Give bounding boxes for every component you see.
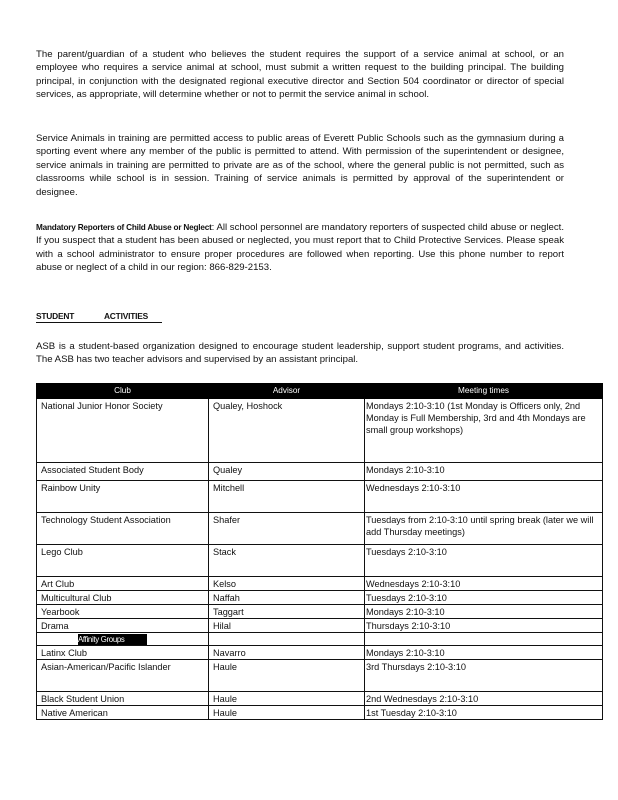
advisor-cell: Qualey [209,463,365,481]
meeting-times-cell: 1st Tuesday 2:10-3:10 [365,706,603,720]
mandatory-reporters-body: : All school personnel are mandatory reporters of suspected child abuse or neglect. If you suspect that a student has been abused or neglected, you must report that to Child Protective Services. Please speak with a school administrator to ensure proper procedures are followed when reporting. Use this phone number to report abuse or neglect of a child in our region: 866-829-2153. [36,222,564,274]
club-cell: Art Club [37,577,209,591]
meeting-times-cell: Tuesdays 2:10-3:10 [365,591,603,605]
meeting-times-cell: Wednesdays 2:10-3:10 [365,481,603,513]
advisor-cell: Taggart [209,605,365,619]
club-cell: Black Student Union [37,692,209,706]
table-row [37,706,603,720]
meeting-times-cell: Tuesdays from 2:10-3:10 until spring break (later we will add Thursday meetings) [365,513,603,545]
table-row [37,692,603,706]
empty-cell [209,633,365,646]
advisor-cell: Shafer [209,513,365,545]
club-cell: Yearbook [37,605,209,619]
table-row [37,605,603,619]
club-cell: Lego Club [37,545,209,577]
advisor-cell: Kelso [209,577,365,591]
clubs-table [36,383,603,720]
table-row [37,591,603,605]
advisor-cell: Haule [209,660,365,692]
advisor-cell: Haule [209,706,365,720]
meeting-times-cell: Wednesdays 2:10-3:10 [365,577,603,591]
table-row [37,513,603,545]
affinity-groups-label: Affinity Groups [78,634,147,645]
advisor-cell: Stack [209,545,365,577]
meeting-times-cell: 3rd Thursdays 2:10-3:10 [365,660,603,692]
mandatory-reporters-paragraph [36,221,564,275]
club-cell: Rainbow Unity [37,481,209,513]
empty-cell [365,633,603,646]
service-animal-request-paragraph: The parent/guardian of a student who believes the student requires the support of a service animal at school, or an employee who requires a service animal at school, must submit a written request to the building principal. The building principal, in conjunction with the designated regional executive director and Section 504 coordinator or director of special services, as appropriate, will determine whether or not to permit the service animal in school. [36,49,564,101]
club-cell: Native American [37,706,209,720]
club-column-header: Club [37,384,209,399]
meeting-times-cell: Mondays 2:10-3:10 (1st Monday is Officers only, 2nd Monday is Full Membership, 3rd and 4th Mondays are small group workshops) [365,399,603,463]
meeting-times-column-header: Meeting times [365,384,603,399]
meeting-times-cell: Mondays 2:10-3:10 [365,605,603,619]
meeting-times-cell: Tuesdays 2:10-3:10 [365,545,603,577]
service-animals-training-paragraph: Service Animals in training are permitted access to public areas of Everett Public Schools such as the gymnasium during a sporting event where any member of the public is permitted to attend. With permission of the superintendent or designee, service animals in training are permitted to private are as of the school, where the general public is not permitted, such as classrooms while school is in session. Training of service animals is permitted by approval of the superintendent or designee. [36,133,564,198]
advisor-column-header: Advisor [209,384,365,399]
student-activities-heading: STUDENT ACTIVITIES [36,311,162,323]
club-cell: National Junior Honor Society [37,399,209,463]
table-row [37,545,603,577]
club-cell: Technology Student Association [37,513,209,545]
table-row [37,399,603,463]
table-row [37,481,603,513]
affinity-groups-cell [37,633,209,646]
table-row [37,660,603,692]
advisor-cell: Naffah [209,591,365,605]
club-cell: Drama [37,619,209,633]
table-row [37,463,603,481]
advisor-cell: Qualey, Hoshock [209,399,365,463]
table-row [37,577,603,591]
asb-paragraph: ASB is a student-based organization designed to encourage student leadership, support student programs, and activities. The ASB has two teacher advisors and supervised by an assistant principal. [36,341,564,366]
table-header-row [37,384,603,399]
advisor-cell: Hilal [209,619,365,633]
mandatory-reporters-lead: Mandatory Reporters of Child Abuse or Neglect [36,223,212,232]
meeting-times-cell: Thursdays 2:10-3:10 [365,619,603,633]
club-cell: Asian-American/Pacific Islander [37,660,209,692]
advisor-cell: Haule [209,692,365,706]
table-row [37,619,603,633]
club-cell: Multicultural Club [37,591,209,605]
meeting-times-cell: 2nd Wednesdays 2:10-3:10 [365,692,603,706]
club-cell: Latinx Club [37,646,209,660]
table-row [37,646,603,660]
advisor-cell: Navarro [209,646,365,660]
affinity-groups-row [37,633,603,646]
advisor-cell: Mitchell [209,481,365,513]
meeting-times-cell: Mondays 2:10-3:10 [365,646,603,660]
meeting-times-cell: Mondays 2:10-3:10 [365,463,603,481]
club-cell: Associated Student Body [37,463,209,481]
